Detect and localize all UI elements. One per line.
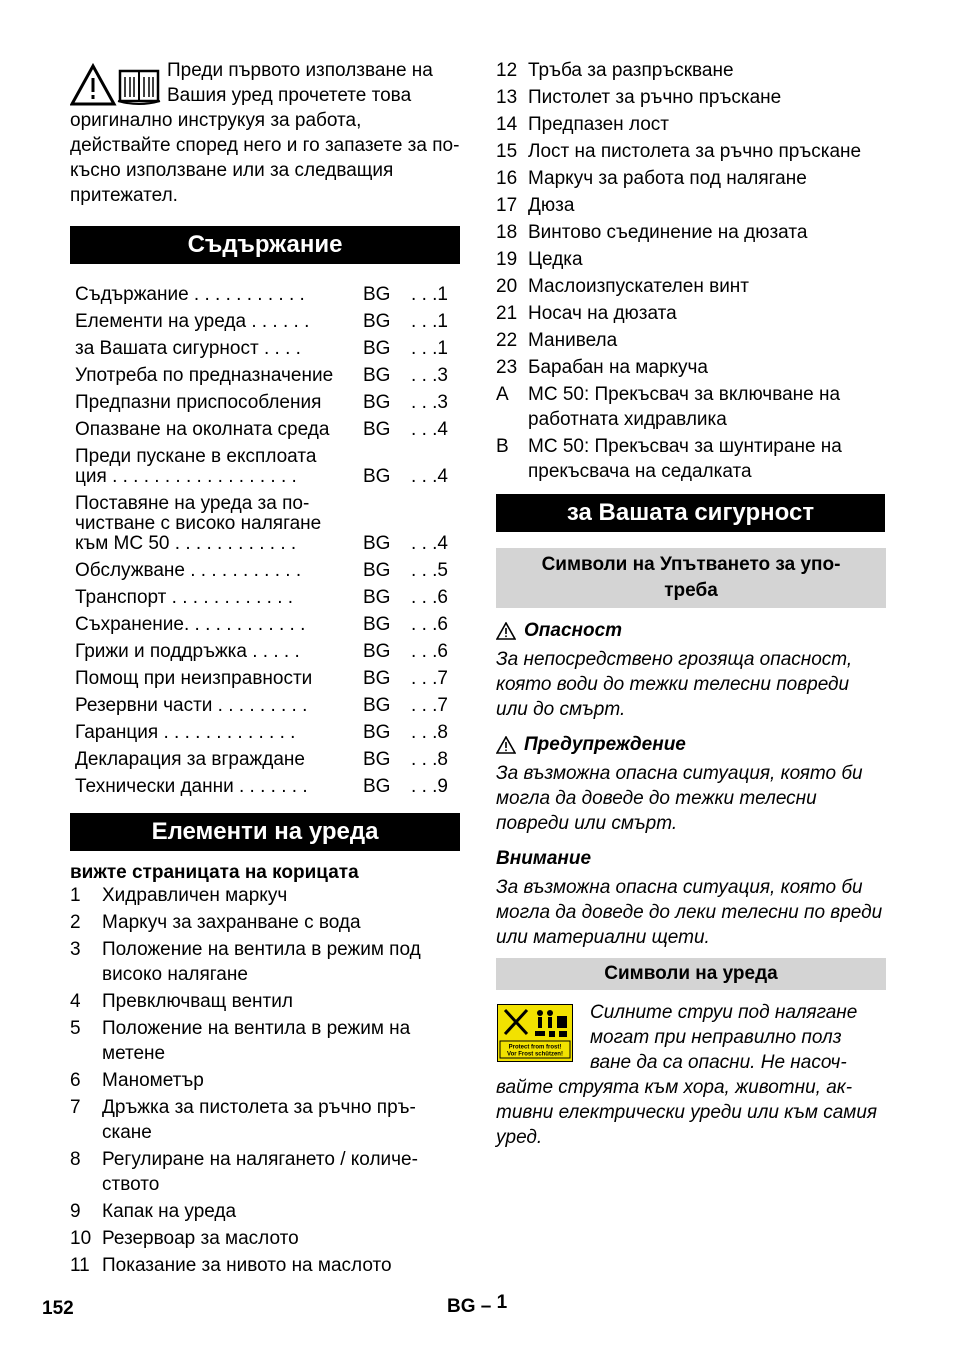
item-text: Положение на вентила в режим под високо налягане xyxy=(102,939,421,985)
warning-title: Предупреждение xyxy=(524,734,686,755)
toc-entry-title: Транспорт . . . . . . . . . . . . xyxy=(75,587,294,608)
item-text: Показание за нивото на маслото xyxy=(102,1255,392,1276)
toc-row[interactable] xyxy=(70,689,460,716)
toc-row[interactable] xyxy=(70,743,460,770)
toc-row[interactable] xyxy=(70,554,460,581)
item-text: Барабан на маркуча xyxy=(528,357,708,378)
toc-row[interactable] xyxy=(70,386,460,413)
item-text: Манометър xyxy=(102,1070,204,1091)
toc-row[interactable] xyxy=(70,413,460,440)
toc-row[interactable] xyxy=(70,305,460,332)
item-number: 9 xyxy=(70,1201,81,1222)
item-number: 17 xyxy=(496,195,518,216)
item-text: Маркуч за работа под налягане xyxy=(528,168,807,189)
toc-row[interactable] xyxy=(70,716,460,743)
danger-title: Опасност xyxy=(524,620,623,641)
warning-title-row xyxy=(496,732,886,757)
item-number: A xyxy=(496,384,509,405)
list-item xyxy=(496,328,886,353)
toc-entry-page: . . .8 xyxy=(411,749,448,770)
elements-subtitle: вижте страницата на корицата xyxy=(70,862,359,883)
toc-entry-page: . . .4 xyxy=(411,466,448,487)
toc-entry-lang: BG xyxy=(363,695,391,716)
toc-row[interactable] xyxy=(70,359,460,386)
item-text: Резервоар за маслото xyxy=(102,1228,299,1249)
intro-notice xyxy=(70,58,460,208)
list-item xyxy=(496,166,886,191)
item-text: Дюза xyxy=(528,195,575,216)
table-of-contents xyxy=(70,278,460,797)
list-item xyxy=(70,1253,460,1278)
toc-row[interactable] xyxy=(70,487,460,554)
item-number: 6 xyxy=(70,1070,81,1091)
toc-row[interactable] xyxy=(70,635,460,662)
toc-row[interactable] xyxy=(70,581,460,608)
toc-row[interactable] xyxy=(70,332,460,359)
toc-entry-page: . . .6 xyxy=(411,587,448,608)
item-text: Маркуч за захранване с вода xyxy=(102,912,361,933)
item-text: Положение на вентила в режим на метене xyxy=(102,1018,411,1064)
item-number: 23 xyxy=(496,357,518,378)
label-text-en: Protect from frost! xyxy=(508,1044,562,1051)
toc-entry-title: Помощ при неизправности xyxy=(75,668,313,689)
item-number: 21 xyxy=(496,303,518,324)
list-item xyxy=(70,1147,460,1197)
toc-entry-page: . . .3 xyxy=(411,365,448,386)
toc-entry-page: . . .8 xyxy=(411,722,448,743)
item-number: 2 xyxy=(70,912,81,933)
warning-and-manual-icon xyxy=(70,63,162,107)
toc-entry-lang: BG xyxy=(363,311,391,332)
toc-entry-title: Опазване на околната среда xyxy=(75,419,330,440)
device-text-3: ване да са опасни. Не насоч- xyxy=(590,1052,847,1073)
list-item xyxy=(496,85,886,110)
list-item xyxy=(70,1068,460,1093)
danger-title-row xyxy=(496,618,886,643)
item-text: Хидравличен маркуч xyxy=(102,885,288,906)
warning-triangle-icon xyxy=(496,736,516,754)
list-item xyxy=(496,220,886,245)
list-item xyxy=(496,434,886,484)
list-item xyxy=(496,301,886,326)
toc-entry-lang: BG xyxy=(363,776,391,797)
item-text: Предпазен лост xyxy=(528,114,670,135)
language-page-number: 1 xyxy=(496,1292,508,1313)
toc-entry-page: . . .6 xyxy=(411,641,448,662)
toc-entry-lang: BG xyxy=(363,587,391,608)
toc-entry-title: Грижи и поддръжка . . . . . xyxy=(75,641,300,662)
item-number: 10 xyxy=(70,1228,92,1249)
toc-row[interactable] xyxy=(70,770,460,797)
toc-entry-lang: BG xyxy=(363,466,391,487)
toc-entry-page: . . .1 xyxy=(411,311,448,332)
item-text: Пистолет за ръчно пръскане xyxy=(528,87,782,108)
danger-text: За непосредствено грозяща опасност, която води до тежки телесни повреди или до смърт. xyxy=(496,649,853,720)
caution-text: За възможна опасна ситуация, която би могла да доведе до леки телесни по вреди или материални щети. xyxy=(496,877,883,948)
toc-entry-page: . . .3 xyxy=(411,392,448,413)
toc-entry-page: . . .1 xyxy=(411,284,448,305)
list-item xyxy=(70,937,460,987)
elements-list-left xyxy=(70,883,460,1278)
toc-entry-lang: BG xyxy=(363,668,391,689)
toc-entry-title: Употреба по предназначение xyxy=(75,365,334,386)
item-number: 13 xyxy=(496,87,518,108)
toc-entry-title: Елементи на уреда . . . . . . xyxy=(75,311,310,332)
toc-entry-lang: BG xyxy=(363,419,391,440)
intro-line-2: Вашия уред прочетете това xyxy=(167,85,412,106)
toc-entry-lang: BG xyxy=(363,284,391,305)
toc-entry-lang: BG xyxy=(363,641,391,662)
item-number: 22 xyxy=(496,330,518,351)
pressure-jet-warning-label-icon xyxy=(497,1004,573,1062)
list-item xyxy=(496,247,886,272)
item-number: 15 xyxy=(496,141,518,162)
list-item xyxy=(496,58,886,83)
toc-entry-title: Декларация за вграждане xyxy=(75,749,305,770)
item-number: 4 xyxy=(70,991,81,1012)
item-number: 8 xyxy=(70,1149,81,1170)
toc-entry-title: Съхранение. . . . . . . . . . . . xyxy=(75,614,306,635)
toc-entry-lang: BG xyxy=(363,365,391,386)
item-text: Тръба за разпръскване xyxy=(528,60,734,81)
warning-text: За възможна опасна ситуация, която би могла да доведе до тежки телесни повреди или смърт. xyxy=(496,763,863,834)
item-number: 12 xyxy=(496,60,518,81)
item-text: Цедка xyxy=(528,249,583,270)
manual-symbols-heading: Символи на Упътването за упо- треба xyxy=(496,548,886,608)
elements-list-right xyxy=(496,58,886,484)
list-item xyxy=(70,1095,460,1145)
list-item xyxy=(70,1016,460,1066)
toc-entry-page: . . .9 xyxy=(411,776,448,797)
device-text-rest: вайте струята към хора, животни, ак-тивни електрически уреди или към самия уред. xyxy=(496,1077,878,1148)
toc-row[interactable] xyxy=(70,440,460,487)
toc-entry-lang: BG xyxy=(363,560,391,581)
toc-entry-page: . . .4 xyxy=(411,419,448,440)
item-number: 5 xyxy=(70,1018,81,1039)
toc-entry-title: Преди пускане в експлоата ция . . . . . . . . . . . . . . . . . . xyxy=(75,446,317,487)
item-text: Винтово съединение на дюзата xyxy=(528,222,808,243)
list-item xyxy=(496,193,886,218)
label-text-de: Vor Frost schützen! xyxy=(507,1051,563,1058)
list-item xyxy=(70,910,460,935)
item-number: 20 xyxy=(496,276,518,297)
item-number: 3 xyxy=(70,939,81,960)
list-item xyxy=(496,139,886,164)
toc-entry-title: Технически данни . . . . . . . xyxy=(75,776,308,797)
intro-line-1: Преди първото използване на xyxy=(167,60,433,81)
list-item xyxy=(70,1226,460,1251)
toc-entry-page: . . .7 xyxy=(411,668,448,689)
list-item xyxy=(70,989,460,1014)
item-text: Капак на уреда xyxy=(102,1201,237,1222)
caution-title: Внимание xyxy=(496,848,592,869)
item-number: 11 xyxy=(70,1255,90,1276)
page-number: 152 xyxy=(42,1298,74,1319)
left-column xyxy=(70,58,460,1280)
toc-entry-title: за Вашата сигурност . . . . xyxy=(75,338,301,359)
list-item xyxy=(70,1199,460,1224)
warning-triangle-icon xyxy=(496,622,516,640)
list-item xyxy=(496,355,886,380)
toc-entry-lang: BG xyxy=(363,614,391,635)
list-item xyxy=(496,382,886,432)
toc-entry-lang: BG xyxy=(363,338,391,359)
item-text: Манивела xyxy=(528,330,618,351)
item-number: B xyxy=(496,436,509,457)
item-number: 19 xyxy=(496,249,518,270)
toc-entry-title: Поставяне на уреда за по- чистване с високо налягане към MC 50 . . . . . . . . . . . . xyxy=(75,493,322,554)
item-text: Носач на дюзата xyxy=(528,303,677,324)
language-page-marker xyxy=(447,1292,508,1318)
toc-entry-title: Обслужване . . . . . . . . . . . xyxy=(75,560,302,581)
toc-entry-lang: BG xyxy=(363,392,391,413)
toc-row[interactable] xyxy=(70,278,460,305)
right-column xyxy=(496,58,886,1150)
item-text: Лост на пистолета за ръчно пръскане xyxy=(528,141,862,162)
toc-entry-title: Гаранция . . . . . . . . . . . . . xyxy=(75,722,296,743)
toc-entry-page: . . .1 xyxy=(411,338,448,359)
toc-entry-title: Съдържание . . . . . . . . . . . xyxy=(75,284,305,305)
toc-entry-page: . . .4 xyxy=(411,533,448,554)
toc-entry-page: . . .6 xyxy=(411,614,448,635)
device-symbols-heading: Символи на уреда xyxy=(496,958,886,990)
item-number: 14 xyxy=(496,114,518,135)
toc-entry-title: Резервни части . . . . . . . . . xyxy=(75,695,308,716)
intro-rest: оригинално инструкуя за работа, действайте според него и го запазете за по-късно използване или за следващия притежател. xyxy=(70,110,460,206)
toc-entry-lang: BG xyxy=(363,533,391,554)
device-text-2: могат при неправилно полз xyxy=(590,1027,842,1048)
toc-heading: Съдържание xyxy=(70,226,460,264)
toc-row[interactable] xyxy=(70,608,460,635)
item-text: Дръжка за пистолета за ръчно пръ-скане xyxy=(102,1097,416,1143)
list-item xyxy=(496,112,886,137)
toc-entry-page: . . .7 xyxy=(411,695,448,716)
toc-entry-title: Предпазни приспособления xyxy=(75,392,322,413)
item-text: MC 50: Прекъсвач за включване на работната хидравлика xyxy=(528,384,841,430)
list-item xyxy=(496,274,886,299)
item-number: 7 xyxy=(70,1097,81,1118)
device-symbol-block xyxy=(496,1000,886,1150)
item-number: 1 xyxy=(70,885,81,906)
safety-heading: за Вашата сигурност xyxy=(496,494,885,532)
item-number: 16 xyxy=(496,168,518,189)
elements-heading: Елементи на уреда xyxy=(70,813,460,851)
language-page-prefix: BG – xyxy=(447,1296,492,1317)
toc-entry-lang: BG xyxy=(363,722,391,743)
toc-row[interactable] xyxy=(70,662,460,689)
list-item xyxy=(70,883,460,908)
item-text: Маслоизпускателен винт xyxy=(528,276,750,297)
toc-entry-lang: BG xyxy=(363,749,391,770)
toc-entry-page: . . .5 xyxy=(411,560,448,581)
item-text: Регулиране на налягането / количе-ството xyxy=(102,1149,418,1195)
item-text: Превключващ вентил xyxy=(102,991,293,1012)
device-text-1: Силните струи под налягане xyxy=(590,1002,858,1023)
item-text: MC 50: Прекъсвач за шунтиране на прекъсвача на седалката xyxy=(528,436,842,482)
item-number: 18 xyxy=(496,222,518,243)
